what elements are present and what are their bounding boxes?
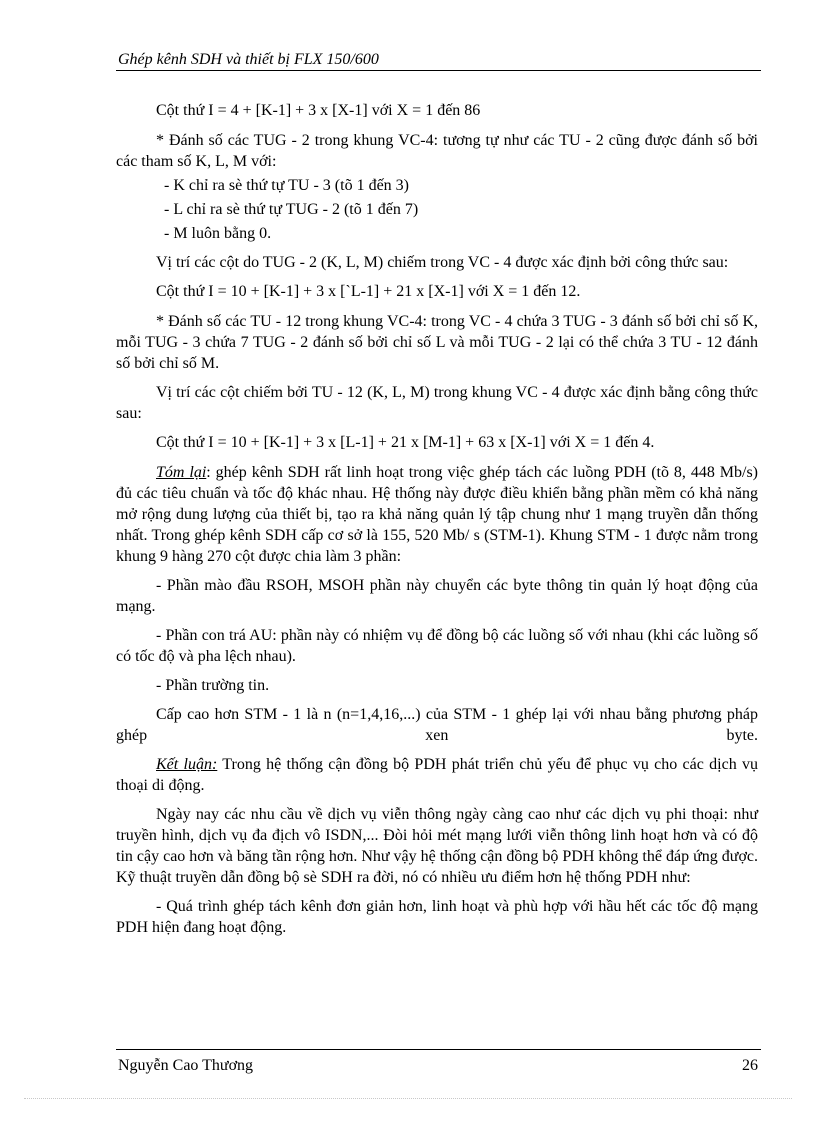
page-bottom-border [24,1098,792,1099]
paragraph-tu12-numbering: * Đánh số các TU - 12 trong khung VC-4: trong VC - 4 chứa 3 TUG - 3 đánh số bởi chỉ số K, mỗi TUG - 3 chứa 7 TUG - 2 đánh số bởi chỉ số L và mỗi TUG - 2 lại có thể chứa 3 TU - 12 đánh số bởi chỉ số M. [116,313,758,372]
page-body [116,100,758,946]
list-item: - L chỉ ra sè thứ tự TUG - 2 (tõ 1 đến 7) [164,201,419,218]
footer-author: Nguyễn Cao Thương [118,1057,254,1074]
formula-tug2: Cột thứ I = 10 + [K-1] + 3 x [`L-1] + 21 x [X-1] với X = 1 đến 12. [156,283,581,300]
paragraph-payload: - Phần trường tin. [156,677,270,694]
conclusion-label: Kết luận: [156,756,218,773]
paragraph-higher-level: Cấp cao hơn STM - 1 là n (n=1,4,16,...) của STM - 1 ghép lại với nhau bằng phương pháp ghép xen byte. [116,706,758,744]
paragraph-conclusion [116,754,758,796]
summary-text: : ghép kênh SDH rất linh hoạt trong việc ghép tách các luồng PDH (tõ 8, 448 Mb/s) đủ các tiêu chuẩn và tốc độ khác nhau. Hệ thống này được điều khiển bằng phần mềm có khả năng mở rộng dung lượng của thiết bị, tạo ra khả năng quản lý tập chung như 1 mạng truyền dẫn thống nhất. Trong ghép kênh SDH cấp cơ sở là 155, 520 Mb/ s (STM-1). Khung STM - 1 được nằm trong khung 9 hàng 270 cột được chia làm 3 phần: [116,464,758,565]
paragraph-rsoh: - Phần mào đầu RSOH, MSOH phần này chuyển các byte thông tin quản lý hoạt động của mạng. [116,577,758,615]
paragraph-au: - Phần con trá AU: phần này có nhiệm vụ để đồng bộ các luồng số với nhau (khi các luồng số có tốc độ và pha lệch nhau). [116,627,758,665]
header-rule [116,70,761,71]
summary-label: Tóm lại [156,464,207,481]
running-header: Ghép kênh SDH và thiết bị FLX 150/600 [118,51,379,68]
list-item: - M luôn bằng 0. [164,225,272,242]
formula-tu12: Cột thứ I = 10 + [K-1] + 3 x [L-1] + 21 x [M-1] + 63 x [X-1] với X = 1 đến 4. [156,434,655,451]
formula-tu2: Cột thứ I = 4 + [K-1] + 3 x [X-1] với X = 1 đến 86 [156,102,481,119]
paragraph-tug2-position: Vị trí các cột do TUG - 2 (K, L, M) chiếm trong VC - 4 được xác định bởi công thức sau: [156,254,729,271]
footer-rule [116,1049,761,1050]
paragraph-summary [116,462,758,567]
paragraph-tu12-position: Vị trí các cột chiếm bởi TU - 12 (K, L, M) trong khung VC - 4 được xác định bằng công thức sau: [116,384,758,422]
page-number: 26 [742,1057,758,1074]
conclusion-text: Trong hệ thống cận đồng bộ PDH phát triển chủ yếu để phục vụ cho các dịch vụ thoại di động. [116,756,758,794]
paragraph-advantage: - Quá trình ghép tách kênh đơn giản hơn, linh hoạt và phù hợp với hầu hết các tốc độ mạng PDH hiện đang hoạt động. [116,898,758,936]
paragraph-tug2-numbering: * Đánh số các TUG - 2 trong khung VC-4: tương tự như các TU - 2 cũng được đánh số bởi các tham số K, L, M với: [116,132,758,170]
list-item: - K chỉ ra sè thứ tự TU - 3 (tõ 1 đến 3) [164,177,409,194]
paragraph-modern-needs: Ngày nay các nhu cầu về dịch vụ viễn thông ngày càng cao như các dịch vụ phi thoại: như truyền hình, dịch vụ đa địch vô ISDN,... Đòi hỏi mét mạng lưới viễn thông linh hoạt hơn và có độ tin cậy cao hơn và băng tần rộng hơn. Như vậy hệ thống cận đồng bộ PDH không thể đáp ứng được. Kỹ thuật truyền dẫn đồng bộ sè SDH ra đời, nó có nhiều ưu điểm hơn hệ thống PDH như: [116,806,758,886]
